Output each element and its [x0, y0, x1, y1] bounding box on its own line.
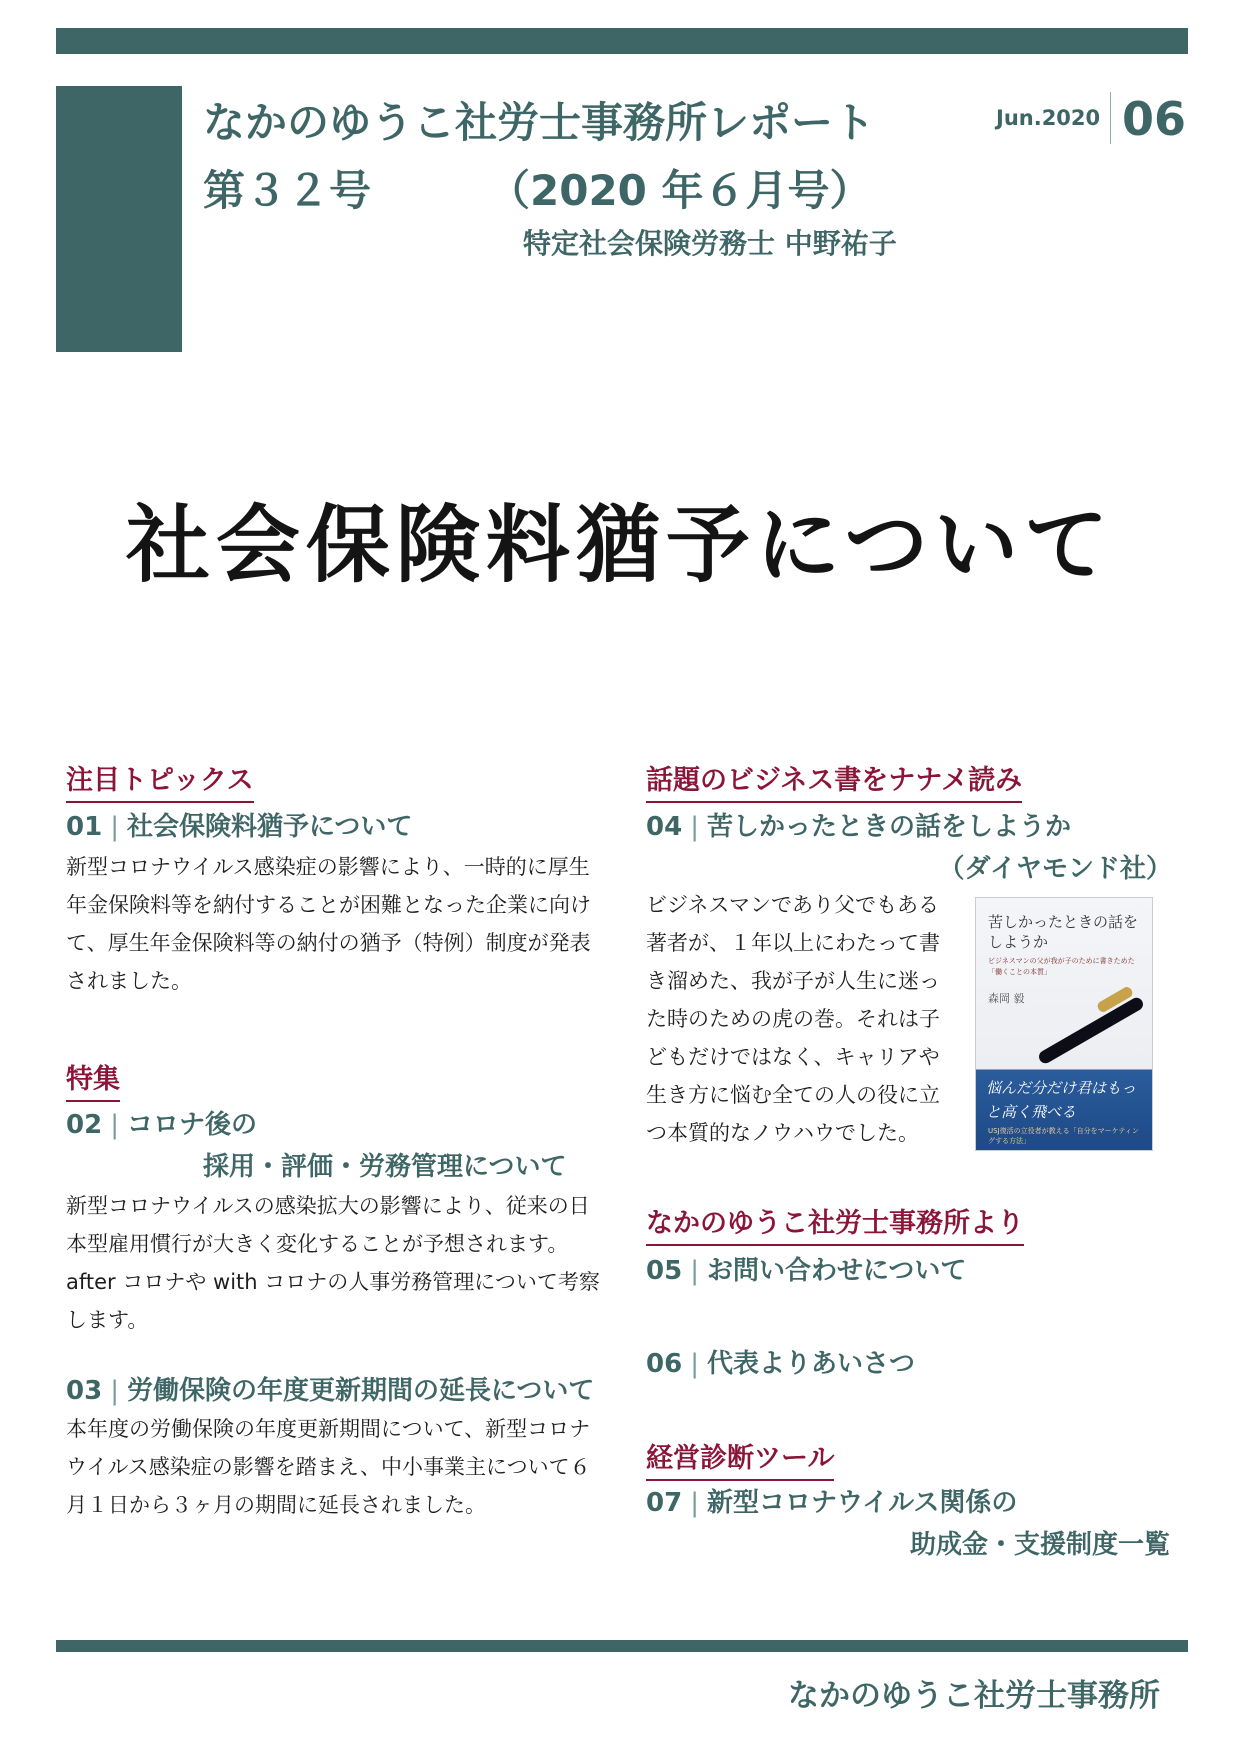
- item-02-title[interactable]: [66, 1104, 257, 1141]
- item-02-body: 新型コロナウイルスの感染拡大の影響により、従来の日本型雇用慣行が大きく変化することが予想されます。after コロナや with コロナの人事労務管理について考察します。: [66, 1194, 600, 1332]
- item-separator: |: [690, 1488, 699, 1518]
- item-number: 06: [646, 1349, 683, 1379]
- issue-number: 第３２号: [203, 166, 372, 215]
- item-separator: |: [110, 812, 119, 842]
- item-01-body: 新型コロナウイルス感染症の影響により、一時的に厚生年金保険料等を納付することが困難となった企業に向けて、厚生年金保険料等の納付の猶予（特例）制度が発表されました。: [66, 855, 591, 993]
- date-label: Jun.2020: [996, 106, 1101, 130]
- item-title-text: 労働保険の年度更新期間の延長について: [126, 1376, 595, 1406]
- item-04-title[interactable]: [646, 806, 1071, 843]
- book-section: [646, 758, 1022, 797]
- book-cover-image: [975, 897, 1153, 1151]
- section-heading-tools: 経営診断ツール: [646, 1443, 834, 1481]
- section-heading-feature: 特集: [66, 1064, 120, 1102]
- section-heading-topics: 注目トピックス: [66, 765, 254, 803]
- bottom-accent-bar: [56, 1640, 1188, 1652]
- item-03-title[interactable]: [66, 1370, 594, 1407]
- item-title-text: お問い合わせについて: [706, 1256, 967, 1286]
- issue-date: （2020 年６月号）: [488, 166, 872, 215]
- topics-section: [66, 758, 254, 797]
- section-heading-office: なかのゆうこ社労士事務所より: [646, 1208, 1024, 1246]
- book-publisher: （ダイヤモンド社）: [938, 854, 1172, 884]
- item-separator: |: [110, 1110, 119, 1140]
- item-title-text: コロナ後の: [126, 1110, 257, 1140]
- item-title-text: 苦しかったときの話をしようか: [706, 812, 1071, 842]
- tools-section: [646, 1436, 834, 1475]
- item-separator: |: [690, 1256, 699, 1286]
- office-section: [646, 1201, 1024, 1240]
- item-title-text: 代表よりあいさつ: [706, 1349, 915, 1379]
- book-cover-subtitle: ビジネスマンの父が我が子のために書きためた「働くことの本質」: [988, 957, 1135, 976]
- item-05-title[interactable]: [646, 1250, 966, 1287]
- item-02-title-line2[interactable]: 採用・評価・労務管理について: [203, 1152, 567, 1182]
- book-cover-tagline: USJ復活の立役者が教える「自分をマーケティングする方法」: [988, 1127, 1139, 1145]
- top-accent-bar: [56, 28, 1188, 54]
- author-name: 特定社会保険労務士 中野祐子: [523, 227, 897, 260]
- item-number: 02: [66, 1110, 103, 1140]
- page-number: 06: [1122, 92, 1187, 146]
- item-01-title[interactable]: [66, 806, 412, 843]
- footer-office-name: なかのゆうこ社労士事務所: [788, 1678, 1160, 1714]
- item-separator: |: [110, 1376, 119, 1406]
- report-title: なかのゆうこ社労士事務所レポート: [203, 98, 876, 147]
- item-07-title[interactable]: [646, 1482, 1017, 1519]
- book-cover-author: 森岡 毅: [988, 992, 1025, 1005]
- item-number: 07: [646, 1488, 683, 1518]
- item-07-title-line2[interactable]: 助成金・支援制度一覧: [909, 1530, 1170, 1560]
- feature-section: [66, 1057, 120, 1096]
- section-heading-book: 話題のビジネス書をナナメ読み: [646, 765, 1022, 803]
- main-title: 社会保険料猶予について: [125, 496, 1115, 594]
- book-cover-script: 悩んだ分だけ君はもっと高く飛べる: [986, 1079, 1137, 1121]
- item-number: 03: [66, 1376, 103, 1406]
- item-03-body: 本年度の労働保険の年度更新期間について、新型コロナウイルス感染症の影響を踏まえ、中小事業主について６月１日から３ヶ月の期間に延長されました。: [66, 1417, 591, 1517]
- item-number: 04: [646, 812, 683, 842]
- item-title-text: 社会保険料猶予について: [126, 812, 413, 842]
- fountain-pen-icon: [1037, 995, 1146, 1065]
- header-divider: [1110, 92, 1111, 144]
- item-title-text: 新型コロナウイルス関係の: [706, 1488, 1018, 1518]
- item-04-body: ビジネスマンであり父でもある著者が、１年以上にわたって書き溜めた、我が子が人生に迷った時のための虎の巻。それは子どもだけではなく、キャリアや生き方に悩む全ての人の役に立つ本質的なノウハウでした。: [646, 893, 940, 1145]
- book-cover-title: 苦しかったときの話をしようか: [988, 913, 1139, 951]
- item-separator: |: [690, 1349, 699, 1379]
- header-side-block: [56, 86, 182, 352]
- item-separator: |: [690, 812, 699, 842]
- item-06-title[interactable]: [646, 1343, 915, 1380]
- item-number: 01: [66, 812, 103, 842]
- item-number: 05: [646, 1256, 683, 1286]
